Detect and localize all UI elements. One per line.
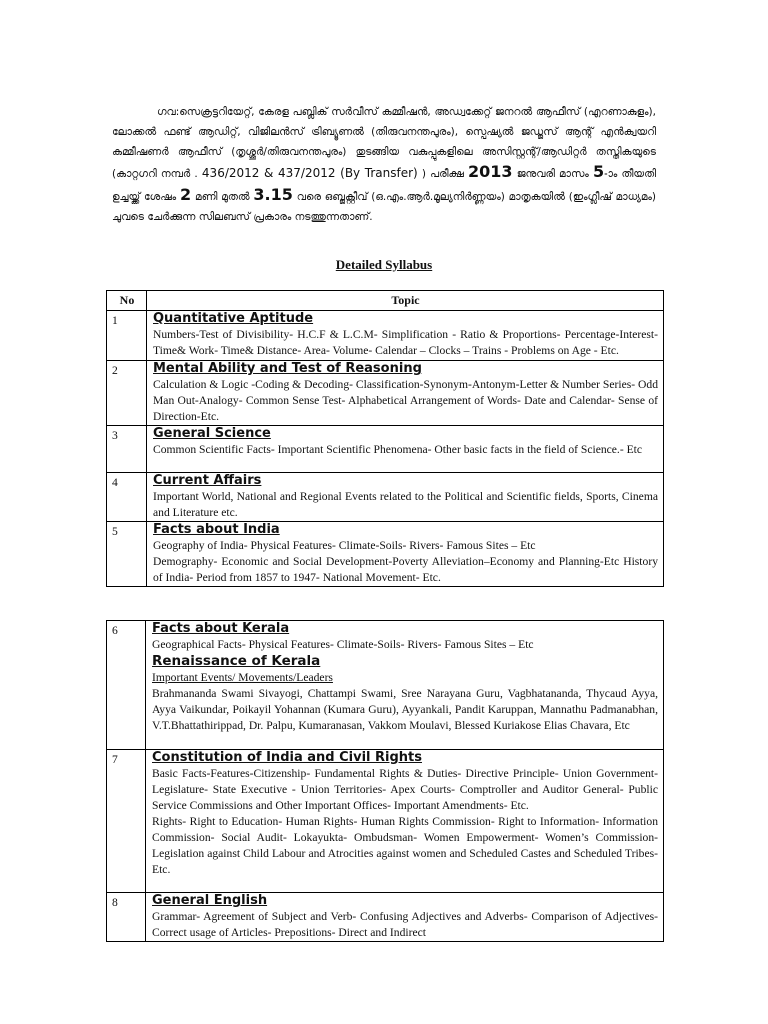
topic-title: Current Affairs [153, 473, 262, 488]
topic-description: Numbers-Test of Divisibility- H.C.F & L.C.M- Simplification - Ratio & Proportions- Percentage-Interest-Time& Work- Time& Distance- Area- Volume- Calendar – Clocks – Trains - Problems on Age - Etc. [153, 328, 658, 357]
row-number: 5 [107, 522, 147, 587]
topic-description: Calculation & Logic -Coding & Decoding- Classification-Synonym-Antonym-Letter & Number Series- Odd Man Out-Analogy- Common Sense Test- Alphabetical Arrangement of Words- Date and Calendar- Sense of Direction-Etc. [153, 378, 658, 423]
topic-description: Geographical Facts- Physical Features- Climate-Soils- Rivers- Famous Sites – Etc [152, 638, 534, 651]
category-numbers: 436/2012 & 437/2012 (By Transfer) [201, 166, 418, 181]
topic-subtitle: Important Events/ Movements/Leaders [152, 671, 333, 684]
intro-text-3: ജനുവരി മാസം [516, 168, 589, 181]
exam-day: 5 [592, 162, 605, 182]
topic-title: Facts about Kerala [152, 621, 290, 636]
row-number: 1 [107, 311, 147, 361]
row-topic [147, 311, 664, 361]
topic-description-2: Rights- Right to Education- Human Rights- Human Rights Commission- Right to Information- Information Commission- Social Audit- Lokayukta- Ombudsman- Women Empowerment- Women’s Commission- Legislation against Child Labour and Atrocities against women and Scheduled Castes and Scheduled Tribes- Etc. [152, 815, 658, 876]
intro-text-4: -ാം തീയതി ഉച്ചയ്ക്ക് ശേഷം [112, 168, 656, 204]
row-topic [147, 426, 664, 473]
syllabus-table-2 [106, 620, 664, 942]
row-topic [146, 621, 664, 750]
topic-title: Quantitative Aptitude [153, 311, 314, 326]
table-row [107, 426, 664, 473]
exam-hour-to: 3.15 [253, 185, 293, 205]
intro-text-1: ഗവ:സെക്രട്ടറിയേറ്റ്, കേരള പബ്ലിക് സര്‍വീസ് കമ്മീഷന്‍, അഡ്വക്കേറ്റ് ജനറല്‍ ആഫീസ് (എറണാകുളം), ലോക്കല്‍ ഫണ്ട് ആഡിറ്റ്, വിജിലന്‍സ് ട്രിബ്യൂണല്‍ (തിരുവനന്തപുരം), സ്പെഷ്യല്‍ ജഡ്ജസ് ആന്റ് എന്‍ക്വയറി കമ്മീഷണര്‍ ആഫീസ് (തൃശ്ശൂര്‍/തിരുവനന്തപുരം) തുടങ്ങിയ വകുപ്പുകളിലെ അസിസ്റ്റന്റ്/ആഡിറ്റര്‍ തസ്തികയുടെ (കാറ്റഗറി നമ്പര്‍ . [112, 106, 656, 181]
table-row [107, 522, 664, 587]
topic-title: General English [152, 893, 268, 908]
row-number: 4 [107, 473, 147, 522]
topic-description: Grammar- Agreement of Subject and Verb- Confusing Adjectives and Adverbs- Comparison of Adjectives- Correct usage of Articles- Prepositions- Direct and Indirect [152, 910, 658, 939]
topic-title: General Science [153, 426, 271, 441]
intro-paragraph [112, 103, 656, 228]
table-row [107, 750, 664, 893]
row-number: 2 [107, 361, 147, 426]
row-number: 6 [107, 621, 146, 750]
syllabus-table-1 [106, 290, 664, 587]
col-no-header: No [107, 291, 147, 311]
intro-text-6: വരെ ഒബ്ജക്റ്റീവ് (ഒ.എം.ആര്‍.മൂല്യനിര്‍ണ്ണയം) മാതൃകയില്‍ (ഇംഗ്ലീഷ് മാധ്യമം) ചുവടെ ചേര്‍ക്കുന്ന സിലബസ് പ്രകാരം നടത്തുന്നതാണ്. [112, 191, 656, 223]
row-number: 3 [107, 426, 147, 473]
topic-title: Facts about India [153, 522, 280, 537]
exam-hour-from: 2 [180, 185, 192, 205]
row-topic [147, 522, 664, 587]
topic-description: Important World, National and Regional Events related to the Political and Scientific fields, Sports, Cinema and Literature etc. [153, 490, 658, 519]
table-header-row [107, 291, 664, 311]
topic-description-2: Demography- Economic and Social Development-Poverty Alleviation–Economy and Planning-Etc History of India- Period from 1857 to 1947- National Movement- Etc. [153, 555, 658, 584]
table-row [107, 361, 664, 426]
row-topic [147, 473, 664, 522]
topic-description-2: Brahmananda Swami Sivayogi, Chattampi Swami, Sree Narayana Guru, Vagbhatananda, Thycaud Ayya, Ayya Vaikundar, Poikayil Yohannan (Kumara Guru), Ayyankali, Pandit Karuppan, Mannathu Padmanabhan, V.T.Bhattathirippad, Dr. Palpu, Kumaranasan, Vakkom Moulavi, Blessed Kuriakose Elias Chavara, Etc [152, 687, 658, 732]
row-number: 8 [107, 893, 146, 942]
row-topic [147, 361, 664, 426]
topic-description: Geography of India- Physical Features- Climate-Soils- Rivers- Famous Sites – Etc [153, 539, 536, 552]
row-topic [146, 893, 664, 942]
topic-description: Basic Facts-Features-Citizenship- Fundamental Rights & Duties- Directive Principle- Union Government- Legislature- State Executive - Union Territories- Apex Courts- Comptroller and Auditor General- Public Service Commissions and Other Important Offices- Important Amendments- Etc. [152, 767, 658, 812]
topic-description: Common Scientific Facts- Important Scientific Phenomena- Other basic facts in the field of Science.- Etc [153, 443, 643, 456]
intro-text-2: ) പരീക്ഷ [421, 168, 464, 181]
row-number: 7 [107, 750, 146, 893]
topic-title: Mental Ability and Test of Reasoning [153, 361, 422, 376]
intro-text-5: മണി മുതല്‍ [195, 191, 250, 204]
table-row [107, 893, 664, 942]
table-row [107, 473, 664, 522]
row-topic [146, 750, 664, 893]
table-row [107, 621, 664, 750]
col-topic-header: Topic [147, 291, 664, 311]
topic-title-2: Renaissance of Kerala [152, 653, 321, 669]
table-row [107, 311, 664, 361]
syllabus-heading: Detailed Syllabus [335, 257, 433, 272]
topic-title: Constitution of India and Civil Rights [152, 750, 422, 765]
exam-year: 2013 [468, 162, 513, 182]
